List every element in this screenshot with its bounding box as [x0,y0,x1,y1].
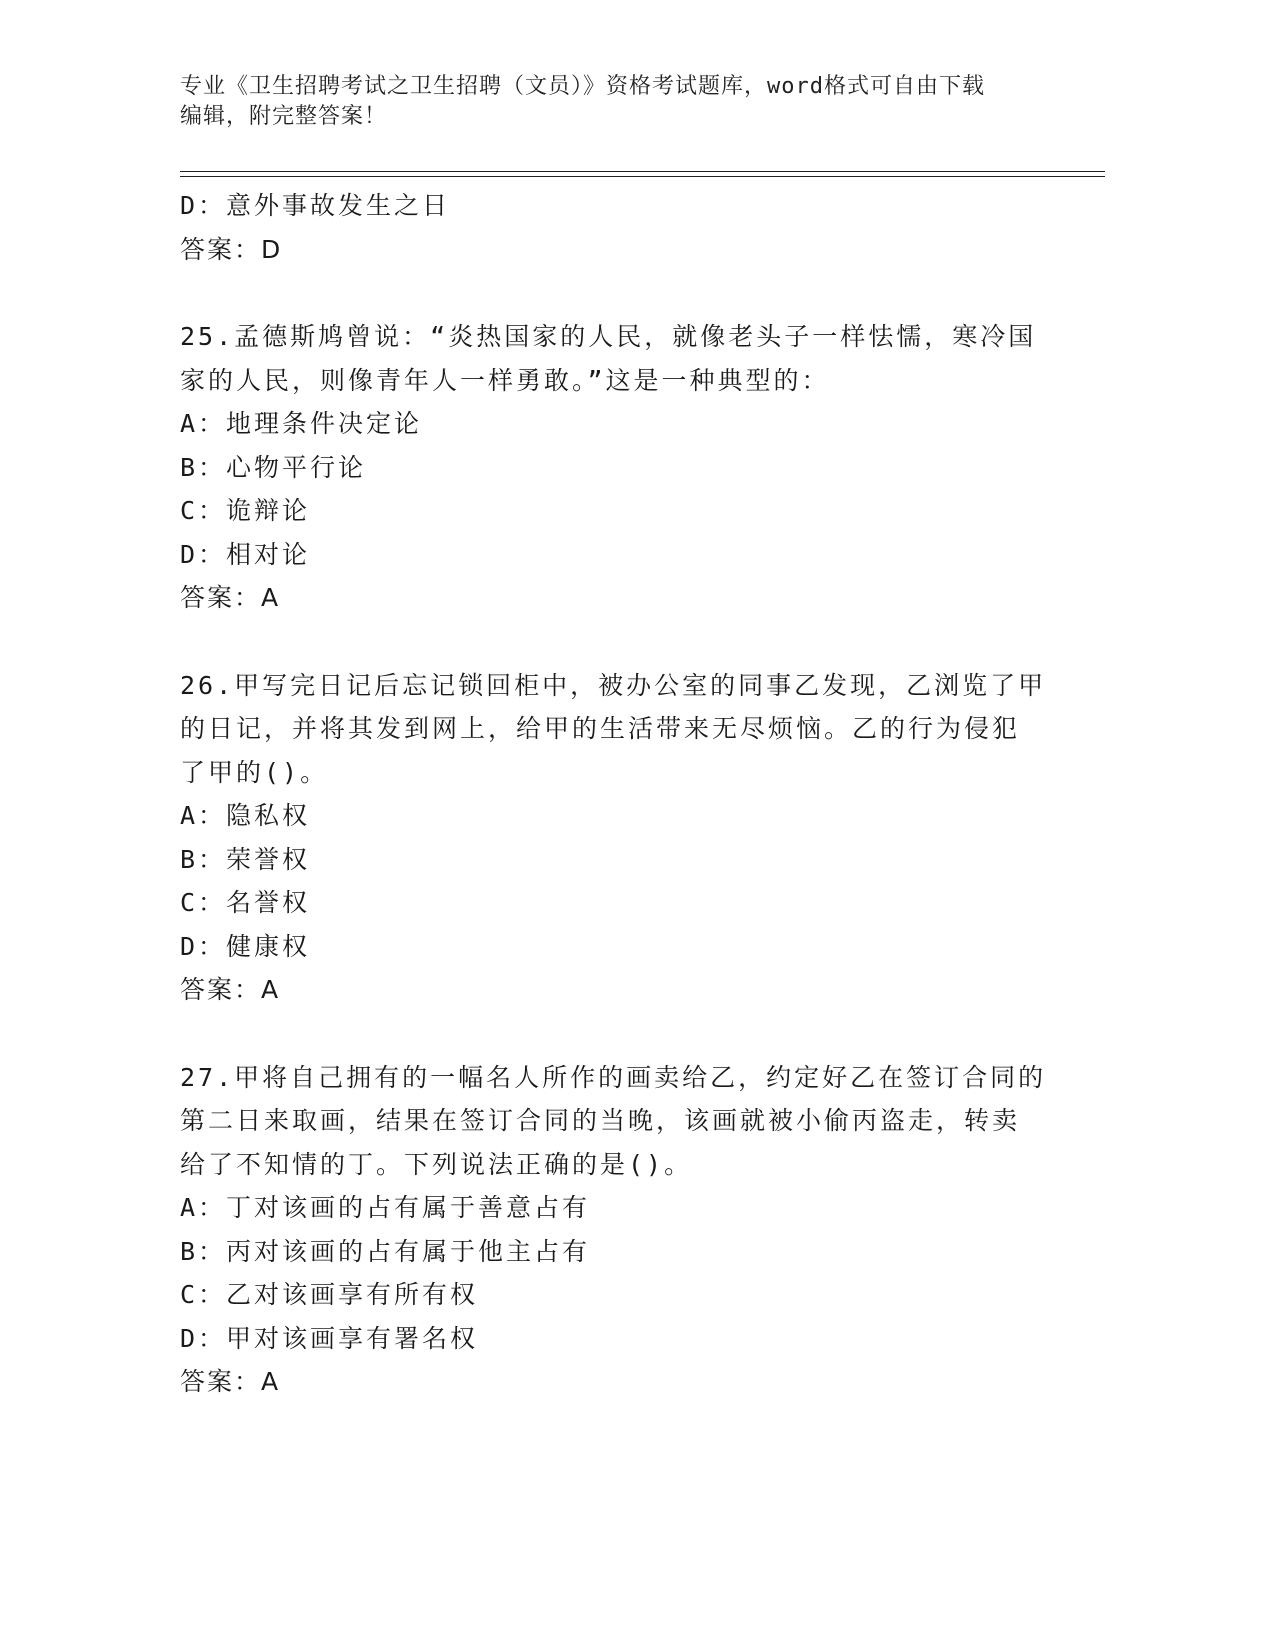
option-b: B：丙对该画的占有属于他主占有 [180,1236,591,1266]
option-b: B：荣誉权 [180,844,311,874]
question-text-line: 给了不知情的丁。下列说法正确的是()。 [180,1149,693,1179]
document-body [180,184,1080,1404]
answer-line: 答案：A [180,583,281,612]
option-c: C：诡辩论 [180,496,311,525]
answer-line: 答案：A [180,1367,281,1396]
question-27 [180,1056,1080,1404]
option-d: D：健康权 [180,931,311,961]
document-header [180,72,1060,132]
question-text-line: 的日记，并将其发到网上，给甲的生活带来无尽烦恼。乙的行为侵犯 [180,714,1021,743]
answer-line: 答案：D [180,234,283,264]
question-text-line: 第二日来取画，结果在签订合同的当晚，该画就被小偷丙盗走，转卖 [180,1106,1021,1135]
header-divider-bottom [180,176,1105,177]
header-line-2: 编辑，附完整答案！ [180,104,388,129]
answer-line: 答案：A [180,975,281,1004]
question-26 [180,664,1080,1012]
option-c: C：乙对该画享有所有权 [180,1280,479,1309]
question-text-line: 26.甲写完日记后忘记锁回柜中，被办公室的同事乙发现，乙浏览了甲 [180,670,1047,700]
previous-question-tail [180,184,1080,271]
question-text-line: 家的人民，则像青年人一样勇敢。”这是一种典型的： [180,365,830,395]
question-text-line: 25.孟德斯鸠曾说：“炎热国家的人民，就像老头子一样怯懦，寒冷国 [180,322,1037,351]
question-text-line: 27.甲将自己拥有的一幅名人所作的画卖给乙，约定好乙在签订合同的 [180,1062,1047,1092]
header-divider-top [180,171,1105,172]
option-d: D：相对论 [180,539,311,569]
option-a: A：隐私权 [180,801,311,830]
option-a: A：丁对该画的占有属于善意占有 [180,1193,591,1222]
option-d: D：甲对该画享有署名权 [180,1323,479,1353]
question-text-line: 了甲的()。 [180,757,329,787]
option-d: D：意外事故发生之日 [180,191,451,220]
option-a: A：地理条件决定论 [180,409,423,438]
question-25 [180,315,1080,620]
option-c: C：名誉权 [180,888,311,917]
option-b: B：心物平行论 [180,452,367,482]
header-line-1: 专业《卫生招聘考试之卫生招聘（文员）》资格考试题库，word格式可自由下载 [180,74,985,99]
